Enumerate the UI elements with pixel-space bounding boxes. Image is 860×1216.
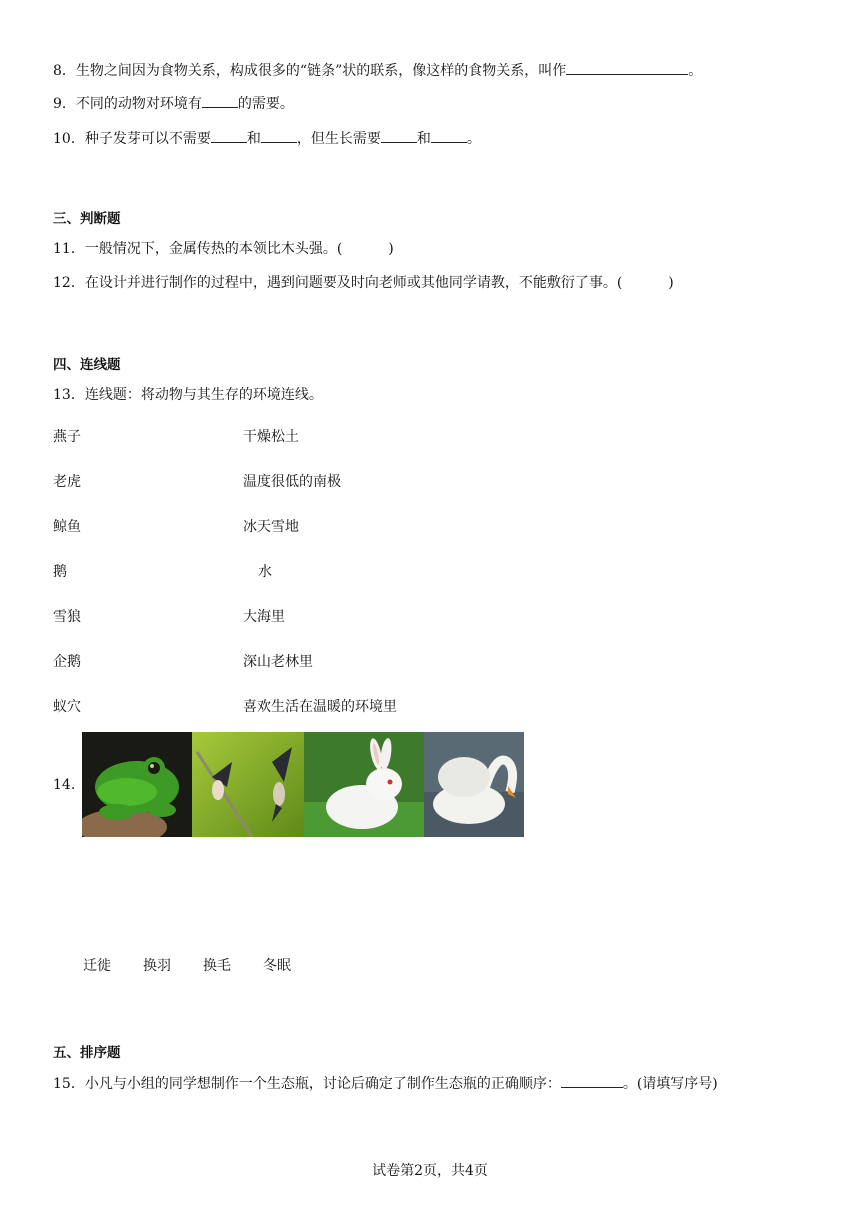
conjunction: 和	[416, 131, 431, 147]
question-12	[53, 273, 674, 293]
close-paren: )	[388, 241, 394, 257]
question-15	[53, 1073, 718, 1094]
question-text: 一般情况下，金属传热的本领比木头强。(	[84, 241, 343, 257]
question-end: 。	[688, 63, 703, 79]
answer-blank[interactable]	[431, 128, 467, 143]
question-number: 13．	[53, 387, 85, 403]
word-hibernation[interactable]: 冬眠	[263, 958, 291, 974]
animal-tiger[interactable]: 老虎	[53, 474, 81, 490]
word-migration[interactable]: 迁徙	[83, 958, 111, 974]
animal-snow-wolf[interactable]: 雪狼	[53, 609, 81, 625]
question-text: 在设计并进行制作的过程中，遇到问题要及时向老师或其他同学请教，不能敷衍了事。(	[84, 275, 623, 291]
animal-goose[interactable]: 鹅	[53, 564, 67, 580]
answer-blank[interactable]	[261, 128, 297, 143]
question-number: 10．	[53, 131, 85, 147]
question-text: 连线题：将动物与其生存的环境连线。	[84, 387, 323, 403]
env-warm[interactable]: 喜欢生活在温暖的环境里	[243, 699, 397, 715]
question-9	[53, 93, 294, 114]
env-ocean[interactable]: 大海里	[243, 609, 285, 625]
question-number: 9．	[53, 96, 76, 112]
question-text: ，但生长需要	[296, 131, 381, 147]
question-14-number: 14.	[53, 777, 76, 793]
behavior-word-list	[83, 955, 323, 975]
close-paren: )	[668, 275, 674, 291]
question-13	[53, 385, 323, 405]
question-text: 不同的动物对环境有	[75, 96, 202, 112]
question-number: 12．	[53, 275, 85, 291]
rabbit-photo	[304, 732, 424, 837]
swan-photo	[424, 732, 524, 837]
word-molt-feathers[interactable]: 换羽	[143, 958, 171, 974]
question-text: 生物之间因为食物关系，构成很多的“链条”状的联系，像这样的食物关系，叫作	[75, 63, 567, 79]
question-text: 种子发芽可以不需要	[84, 131, 211, 147]
swallows-photo	[192, 732, 304, 837]
animal-whale[interactable]: 鲸鱼	[53, 519, 81, 535]
question-8	[53, 60, 702, 81]
page-footer: 试卷第2页，共4页	[372, 1163, 488, 1179]
question-text: 的需要。	[237, 96, 294, 112]
frog-photo	[82, 732, 192, 837]
question-number: 15．	[53, 1076, 85, 1092]
env-dry-soil[interactable]: 干燥松土	[243, 429, 299, 445]
question-text: 小凡与小组的同学想制作一个生态瓶，讨论后确定了制作生态瓶的正确顺序：	[84, 1076, 561, 1092]
section-title-match: 四、连线题	[53, 357, 121, 373]
answer-blank[interactable]	[381, 128, 417, 143]
env-water[interactable]: 水	[258, 564, 272, 580]
question-number: 8．	[53, 63, 76, 79]
question-11	[53, 239, 394, 259]
animal-photo-strip	[82, 732, 524, 837]
section-title-judge: 三、判断题	[53, 211, 121, 227]
animal-ant-nest[interactable]: 蚁穴	[53, 699, 81, 715]
question-10	[53, 128, 481, 149]
question-end: 。(请填写序号)	[622, 1076, 718, 1092]
animal-swallow[interactable]: 燕子	[53, 429, 81, 445]
answer-blank[interactable]	[202, 93, 238, 108]
animal-penguin[interactable]: 企鹅	[53, 654, 81, 670]
word-molt-fur[interactable]: 换毛	[203, 958, 231, 974]
answer-blank[interactable]	[566, 60, 688, 75]
env-forest[interactable]: 深山老林里	[243, 654, 313, 670]
answer-blank[interactable]	[211, 128, 247, 143]
question-number: 11．	[53, 241, 85, 257]
env-snow[interactable]: 冰天雪地	[243, 519, 299, 535]
section-title-order: 五、排序题	[53, 1045, 121, 1061]
conjunction: 和	[246, 131, 261, 147]
question-end: 。	[466, 131, 481, 147]
env-antarctic[interactable]: 温度很低的南极	[243, 474, 341, 490]
answer-blank[interactable]	[561, 1073, 623, 1088]
